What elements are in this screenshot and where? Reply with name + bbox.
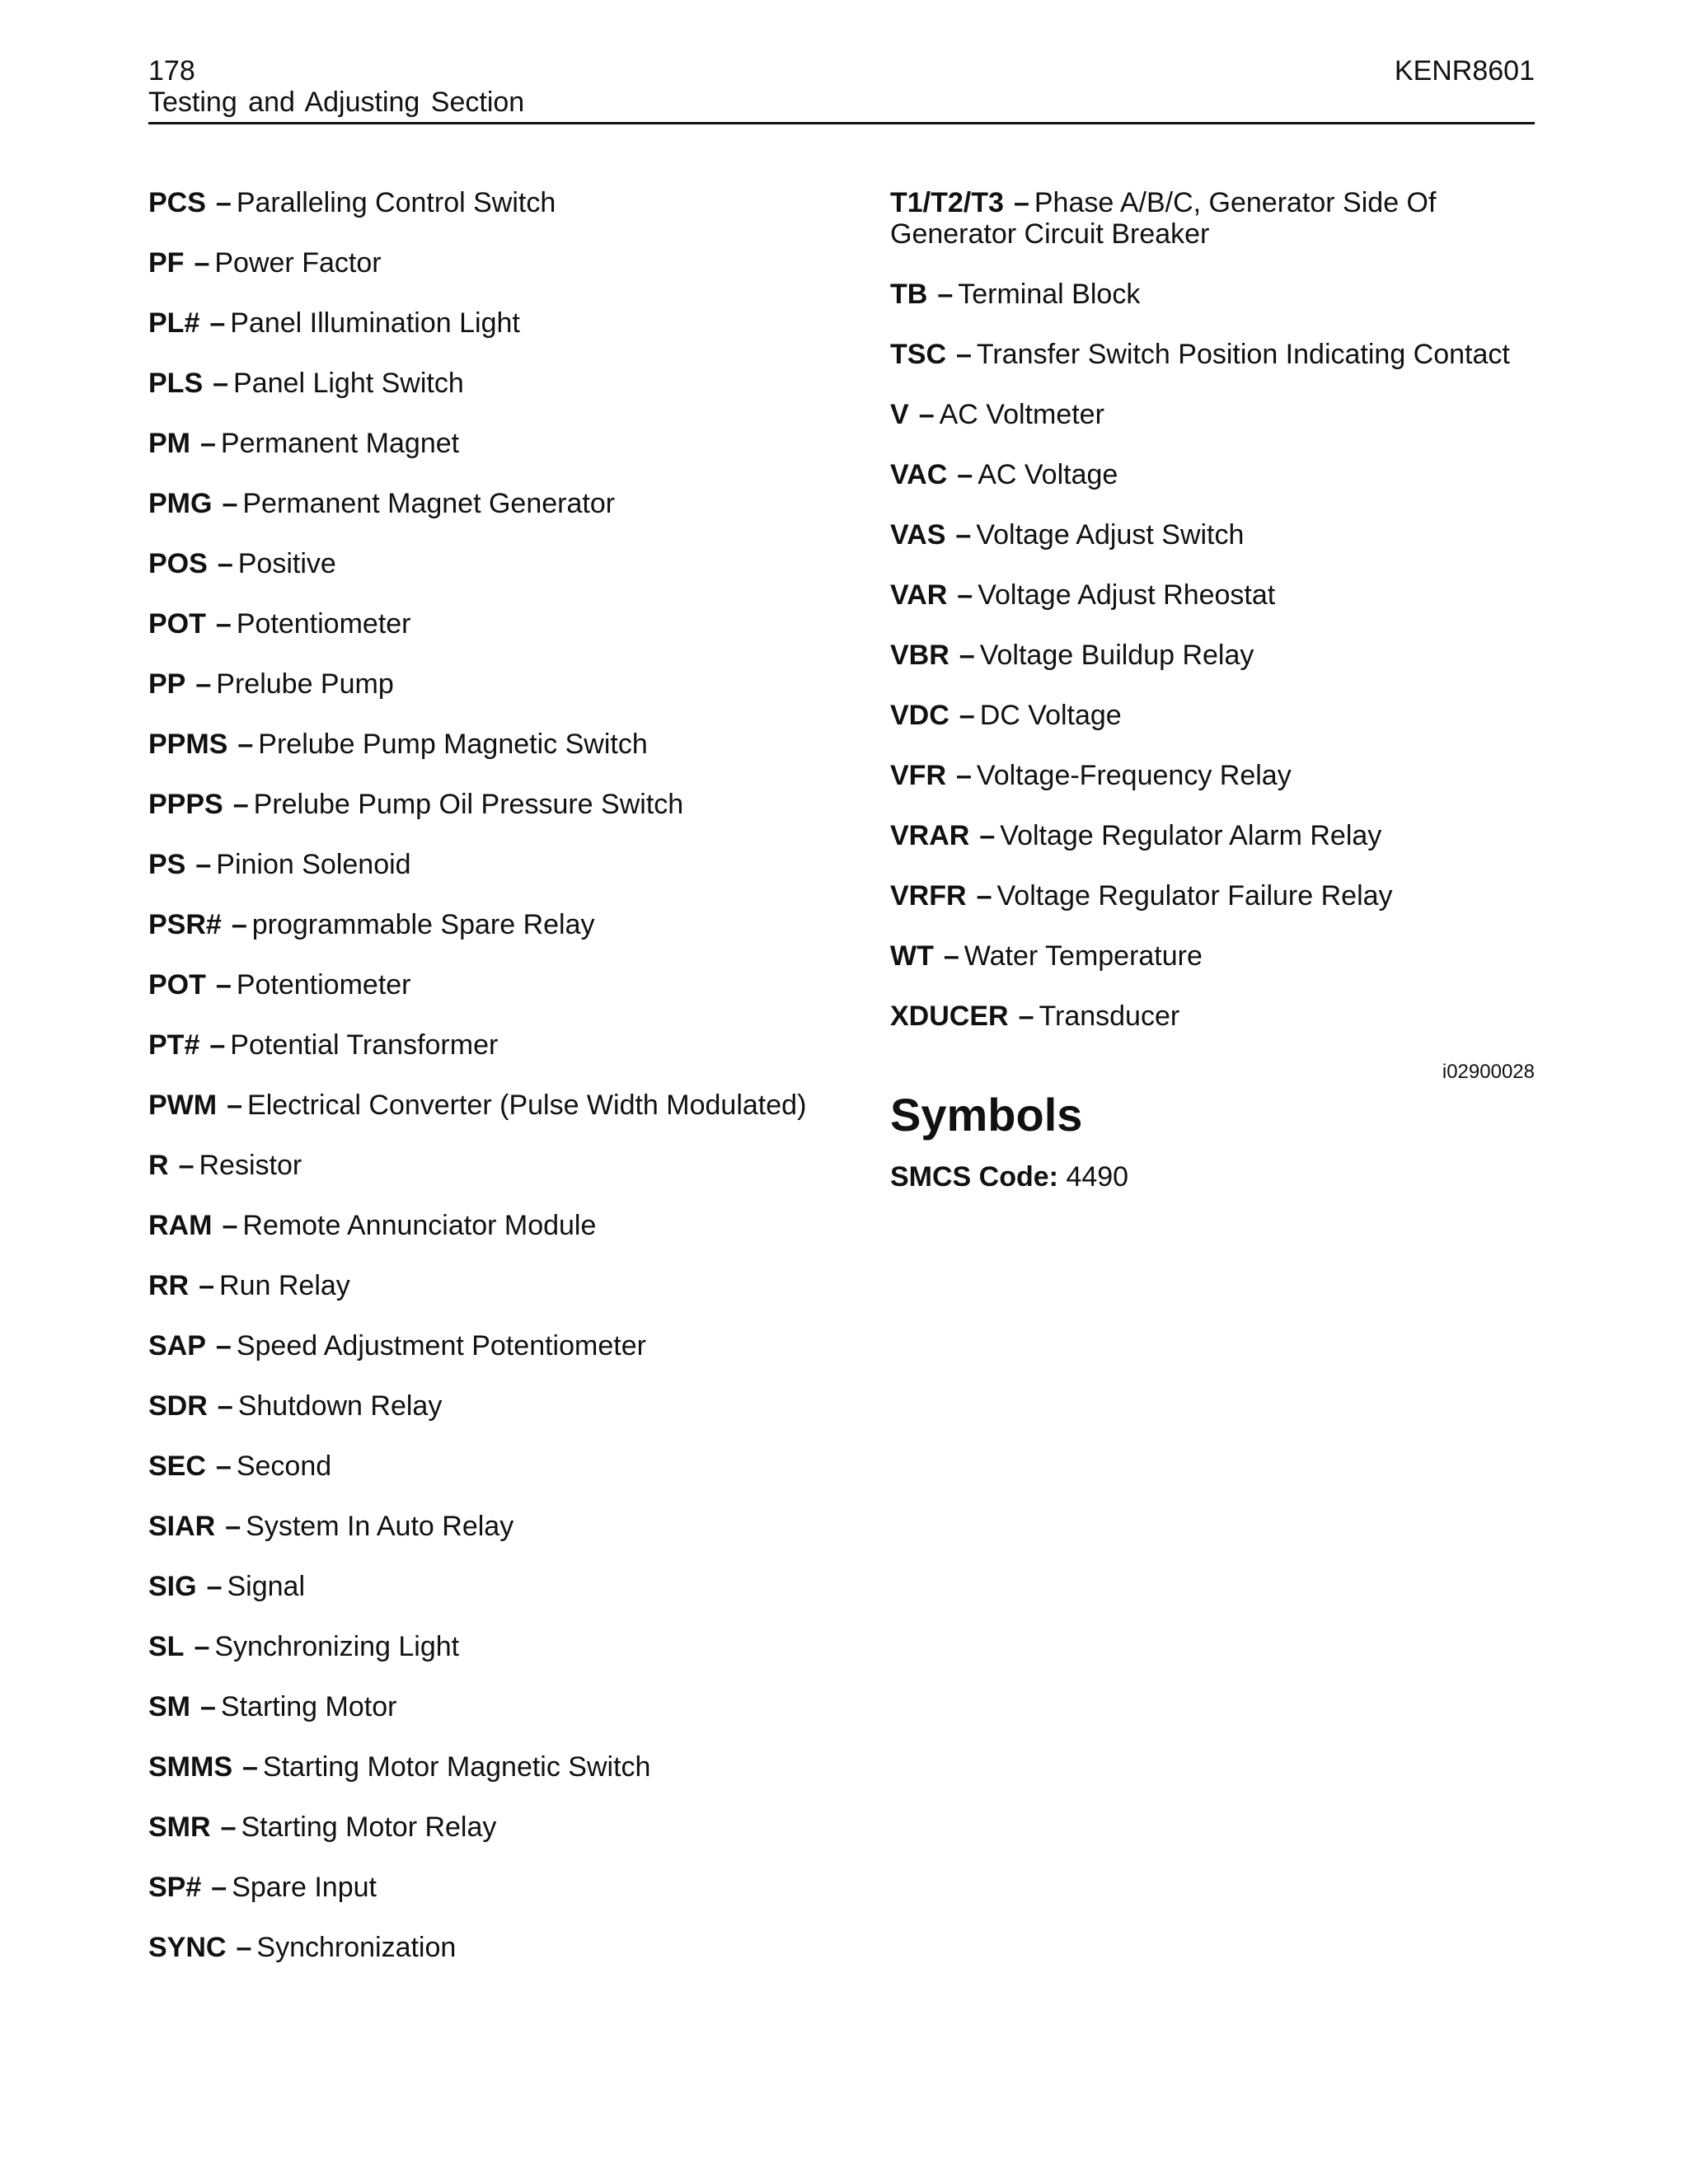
abbreviation-term: SAP [148, 1330, 206, 1361]
abbreviation-definition: Prelube Pump Oil Pressure Switch [253, 789, 684, 820]
abbreviation-definition: Voltage-Frequency Relay [976, 760, 1292, 791]
page-number: 178 [148, 55, 195, 87]
abbreviation-term: SEC [148, 1451, 206, 1482]
abbreviation-term: SDR [148, 1390, 208, 1422]
abbreviation-definition: Permanent Magnet Generator [242, 488, 616, 519]
abbreviation-definition: Signal [227, 1571, 306, 1602]
abbreviation-dash: – [215, 187, 232, 218]
smcs-code-label: SMCS Code: [890, 1161, 1058, 1193]
abbreviation-entry [148, 1511, 857, 1542]
abbreviations-right-list [890, 187, 1535, 1032]
abbreviation-dash: – [976, 880, 992, 912]
abbreviation-term: PPPS [148, 789, 223, 820]
abbreviations-left-column [148, 187, 857, 1992]
abbreviation-definition: Panel Illumination Light [230, 307, 520, 339]
abbreviation-entry [148, 789, 857, 820]
abbreviation-term: R [148, 1150, 169, 1181]
abbreviation-dash: – [225, 1511, 241, 1542]
abbreviation-definition: Transducer [1039, 1001, 1180, 1032]
abbreviation-dash: – [918, 399, 935, 430]
abbreviation-definition: System In Auto Relay [246, 1511, 514, 1542]
abbreviation-definition: Panel Light Switch [233, 368, 464, 399]
abbreviation-term: VBR [890, 640, 950, 671]
abbreviation-dash: – [979, 820, 996, 851]
abbreviation-definition: Paralleling Control Switch [236, 187, 556, 218]
abbreviation-term: PMG [148, 488, 213, 519]
abbreviation-definition: programmable Spare Relay [251, 909, 595, 940]
abbreviation-entry [148, 1811, 857, 1843]
abbreviation-definition: Starting Motor Magnetic Switch [262, 1751, 651, 1783]
abbreviation-definition: Resistor [199, 1150, 302, 1181]
abbreviation-dash: – [215, 1451, 232, 1482]
abbreviation-dash: – [213, 368, 229, 399]
abbreviation-entry [148, 307, 857, 339]
abbreviation-term: PS [148, 849, 186, 880]
abbreviation-definition: DC Voltage [979, 700, 1122, 731]
abbreviation-entry [148, 729, 857, 760]
abbreviation-dash: – [937, 279, 954, 310]
abbreviation-definition: Prelube Pump Magnetic Switch [258, 729, 648, 760]
abbreviation-definition: Phase A/B/C, Generator Side Of Generator Circuit Breaker [890, 187, 1437, 250]
abbreviation-dash: – [236, 1932, 252, 1963]
abbreviations-right-column [890, 187, 1535, 1193]
abbreviation-term: PCS [148, 187, 206, 218]
abbreviation-term: PP [148, 668, 186, 700]
abbreviation-entry [148, 1270, 857, 1301]
abbreviation-dash: – [200, 428, 216, 459]
abbreviation-dash: – [1018, 1001, 1034, 1032]
abbreviation-entry [890, 940, 1535, 972]
abbreviation-dash: – [957, 579, 973, 611]
abbreviation-term: PWM [148, 1090, 218, 1121]
abbreviation-dash: – [195, 849, 212, 880]
abbreviation-entry [148, 1571, 857, 1602]
abbreviation-term: PL# [148, 307, 200, 339]
abbreviation-dash: – [957, 459, 973, 490]
abbreviation-definition: Second [236, 1451, 332, 1482]
abbreviation-term: V [890, 399, 909, 430]
abbreviation-entry [148, 1029, 857, 1061]
abbreviation-term: SIAR [148, 1511, 216, 1542]
abbreviation-definition: Positive [237, 548, 336, 579]
abbreviation-entry [148, 849, 857, 880]
abbreviation-entry [148, 969, 857, 1001]
abbreviation-dash: – [232, 789, 249, 820]
abbreviation-definition: Voltage Adjust Switch [976, 519, 1245, 551]
abbreviation-term: VAR [890, 579, 948, 611]
abbreviation-dash: – [227, 1090, 243, 1121]
abbreviation-term: PM [148, 428, 190, 459]
abbreviation-term: VRAR [890, 820, 970, 851]
abbreviation-entry [148, 1090, 857, 1121]
abbreviation-definition: Synchronizing Light [214, 1631, 460, 1662]
abbreviation-term: SL [148, 1631, 185, 1662]
abbreviation-dash: – [955, 519, 972, 551]
abbreviation-term: RR [148, 1270, 190, 1301]
abbreviation-dash: – [178, 1150, 195, 1181]
abbreviation-term: PF [148, 247, 185, 279]
abbreviation-definition: Pinion Solenoid [216, 849, 411, 880]
abbreviation-entry [148, 247, 857, 279]
abbreviation-dash: – [959, 700, 975, 731]
abbreviation-entry [890, 760, 1535, 791]
abbreviation-definition: Spare Input [232, 1872, 377, 1903]
abbreviation-term: TB [890, 279, 928, 310]
abbreviation-entry [890, 820, 1535, 851]
abbreviation-definition: Shutdown Relay [237, 1390, 443, 1422]
abbreviation-definition: Permanent Magnet [220, 428, 460, 459]
symbols-reference-id: i02900028 [1442, 1061, 1535, 1083]
abbreviation-dash: – [194, 247, 210, 279]
smcs-code-value: 4490 [1066, 1161, 1129, 1193]
abbreviation-dash: – [209, 1029, 226, 1061]
abbreviation-entry [148, 488, 857, 519]
abbreviation-term: PSR# [148, 909, 222, 940]
abbreviation-term: SM [148, 1691, 190, 1722]
abbreviation-term: VAS [890, 519, 946, 551]
abbreviation-dash: – [222, 488, 238, 519]
abbreviation-term: SIG [148, 1571, 197, 1602]
abbreviation-dash: – [237, 729, 254, 760]
abbreviation-definition: AC Voltmeter [939, 399, 1104, 430]
abbreviation-entry [148, 608, 857, 640]
abbreviation-entry [148, 548, 857, 579]
abbreviation-entry [890, 399, 1535, 430]
abbreviation-dash: – [220, 1811, 237, 1843]
abbreviation-definition: Potentiometer [236, 969, 411, 1001]
abbreviation-entry [148, 1330, 857, 1361]
abbreviation-term: WT [890, 940, 934, 972]
abbreviation-dash: – [199, 1270, 215, 1301]
abbreviation-definition: Speed Adjustment Potentiometer [236, 1330, 646, 1361]
abbreviation-entry [148, 187, 857, 218]
abbreviation-dash: – [195, 668, 212, 700]
abbreviation-term: PPMS [148, 729, 228, 760]
abbreviation-dash: – [242, 1751, 258, 1783]
abbreviation-term: SMR [148, 1811, 211, 1843]
abbreviation-term: SP# [148, 1872, 202, 1903]
abbreviation-definition: Starting Motor Relay [241, 1811, 497, 1843]
smcs-code [890, 1161, 1535, 1193]
abbreviation-entry [890, 700, 1535, 731]
abbreviation-term: VAC [890, 459, 948, 490]
abbreviation-term: SYNC [148, 1932, 227, 1963]
abbreviation-term: SMMS [148, 1751, 232, 1783]
abbreviation-term: T1/T2/T3 [890, 187, 1004, 218]
abbreviation-entry [148, 428, 857, 459]
abbreviation-dash: – [215, 969, 232, 1001]
abbreviation-term: XDUCER [890, 1001, 1009, 1032]
abbreviation-definition: Potential Transformer [230, 1029, 499, 1061]
abbreviation-entry [890, 459, 1535, 490]
abbreviation-definition: Power Factor [214, 247, 382, 279]
page-header [148, 54, 1535, 124]
abbreviation-dash: – [206, 1571, 223, 1602]
document-id: KENR8601 [1394, 55, 1535, 87]
abbreviation-term: TSC [890, 339, 946, 370]
abbreviation-definition: Voltage Regulator Failure Relay [996, 880, 1393, 912]
abbreviation-entry [148, 1872, 857, 1903]
abbreviation-entry [148, 1390, 857, 1422]
abbreviation-entry [890, 1001, 1535, 1032]
abbreviation-dash: – [943, 940, 959, 972]
abbreviation-entry [890, 187, 1535, 250]
abbreviation-term: POT [148, 608, 206, 640]
abbreviation-entry [890, 339, 1535, 370]
abbreviation-definition: Electrical Converter (Pulse Width Modulated) [247, 1090, 807, 1121]
abbreviation-entry [148, 1210, 857, 1241]
abbreviation-definition: Terminal Block [958, 279, 1141, 310]
abbreviation-dash: – [222, 1210, 238, 1241]
abbreviation-entry [148, 1932, 857, 1963]
abbreviation-dash: – [1013, 187, 1029, 218]
abbreviation-entry [148, 668, 857, 700]
abbreviation-definition: Transfer Switch Position Indicating Contact [976, 339, 1510, 370]
abbreviation-dash: – [194, 1631, 210, 1662]
abbreviation-definition: Voltage Adjust Rheostat [978, 579, 1276, 611]
abbreviation-definition: Run Relay [219, 1270, 350, 1301]
abbreviation-term: VRFR [890, 880, 967, 912]
abbreviation-definition: Synchronization [256, 1932, 457, 1963]
abbreviation-dash: – [211, 1872, 227, 1903]
abbreviation-definition: Starting Motor [220, 1691, 397, 1722]
abbreviation-entry [890, 519, 1535, 551]
abbreviation-entry [890, 579, 1535, 611]
abbreviation-dash: – [200, 1691, 216, 1722]
abbreviation-entry [890, 880, 1535, 912]
abbreviation-term: VDC [890, 700, 950, 731]
abbreviation-definition: Voltage Regulator Alarm Relay [1000, 820, 1382, 851]
abbreviation-entry [148, 1451, 857, 1482]
abbreviation-entry [148, 1631, 857, 1662]
abbreviation-dash: – [217, 548, 233, 579]
abbreviation-dash: – [215, 608, 232, 640]
abbreviation-entry [148, 1751, 857, 1783]
abbreviation-term: POS [148, 548, 208, 579]
abbreviation-term: VFR [890, 760, 946, 791]
abbreviation-term: PT# [148, 1029, 200, 1061]
abbreviation-entry [890, 640, 1535, 671]
abbreviation-entry [890, 279, 1535, 310]
abbreviation-term: POT [148, 969, 206, 1001]
abbreviation-definition: Prelube Pump [216, 668, 394, 700]
abbreviation-dash: – [956, 760, 972, 791]
abbreviation-term: PLS [148, 368, 204, 399]
section-title: Testing and Adjusting Section [148, 87, 525, 118]
abbreviation-dash: – [956, 339, 972, 370]
abbreviation-definition: Water Temperature [964, 940, 1203, 972]
abbreviation-entry [148, 1691, 857, 1722]
abbreviation-definition: Remote Annunciator Module [242, 1210, 597, 1241]
abbreviation-entry [148, 368, 857, 399]
abbreviation-dash: – [209, 307, 226, 339]
abbreviation-definition: Potentiometer [236, 608, 411, 640]
abbreviation-entry [148, 909, 857, 940]
symbols-heading: Symbols [890, 1089, 1083, 1141]
abbreviation-entry [148, 1150, 857, 1181]
abbreviation-dash: – [215, 1330, 232, 1361]
abbreviation-dash: – [217, 1390, 233, 1422]
abbreviation-definition: AC Voltage [978, 459, 1118, 490]
abbreviation-term: RAM [148, 1210, 213, 1241]
abbreviation-definition: Voltage Buildup Relay [979, 640, 1254, 671]
abbreviation-dash: – [231, 909, 247, 940]
abbreviation-dash: – [959, 640, 975, 671]
